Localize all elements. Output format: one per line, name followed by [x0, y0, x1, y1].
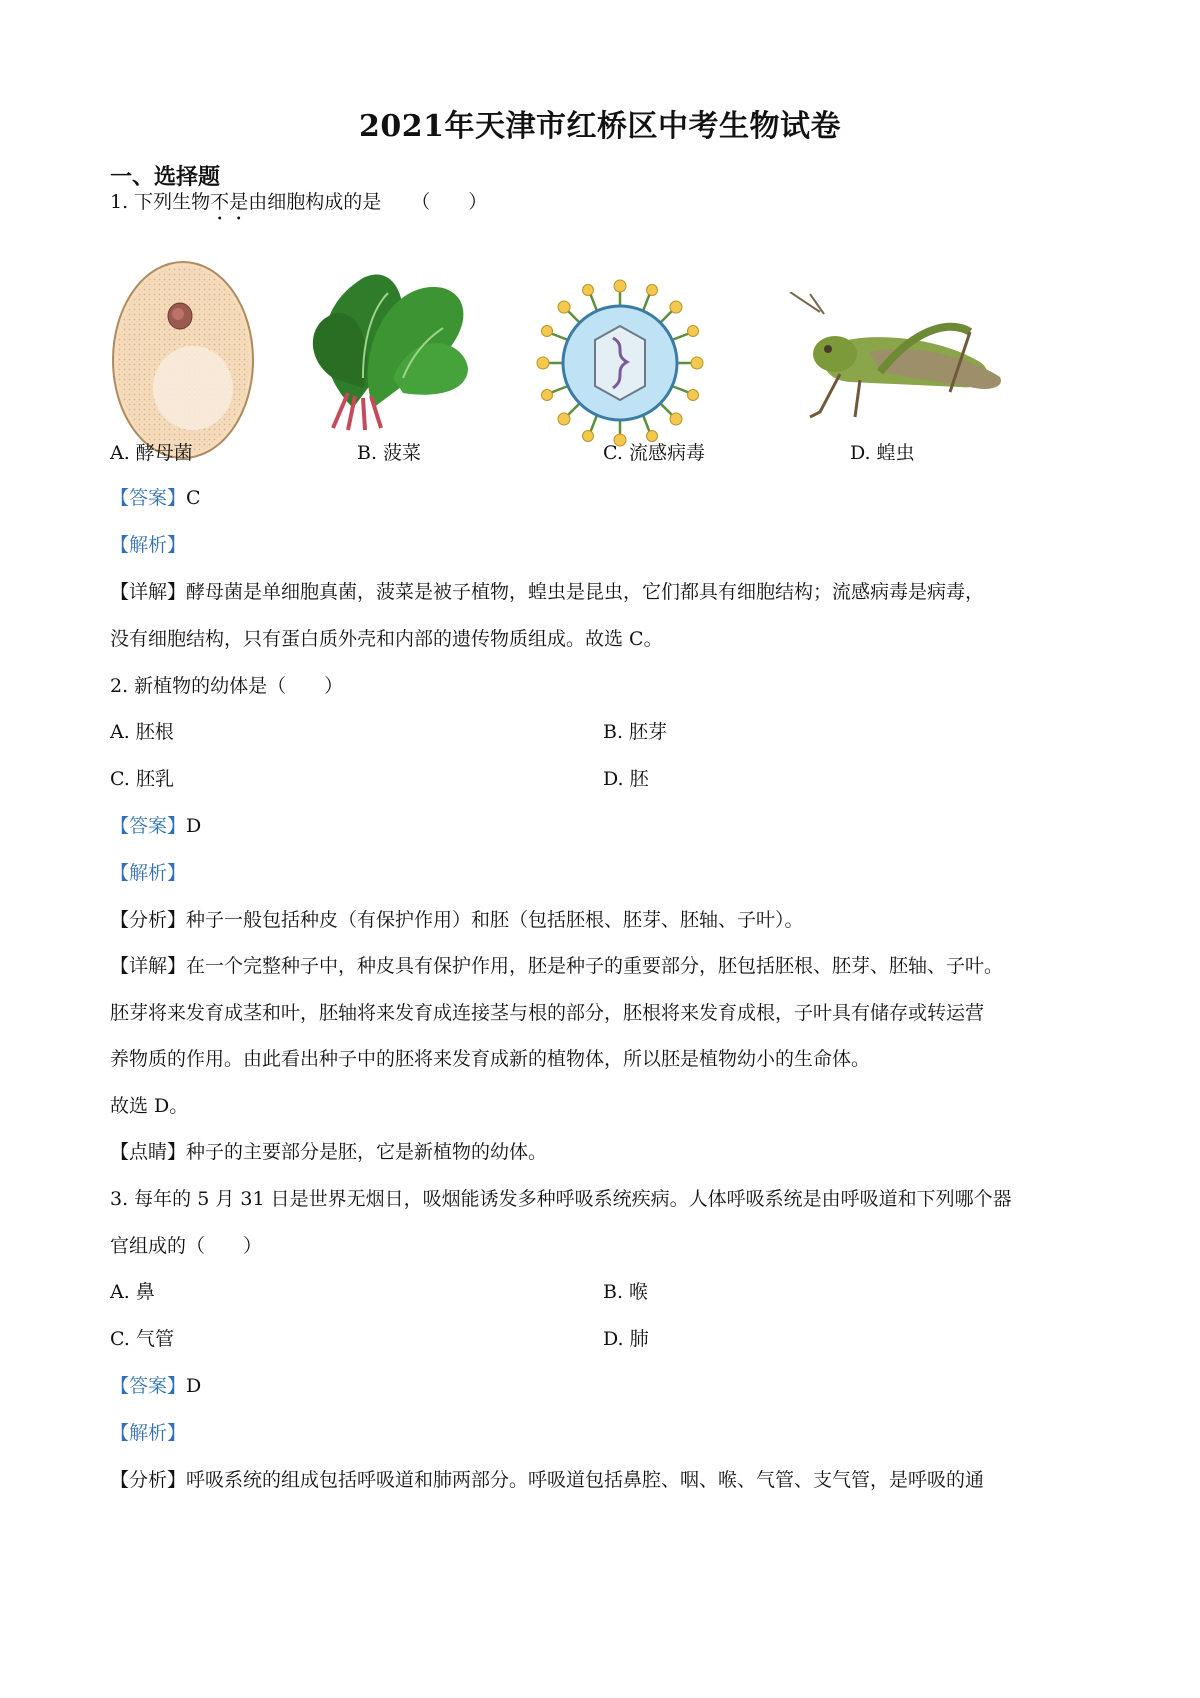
q1-detail-line-1: 【详解】酵母菌是单细胞真菌，菠菜是被子植物，蝗虫是昆虫，它们都具有细胞结构；流感病毒是病毒，: [110, 581, 985, 603]
q1-paren: （ ）: [411, 191, 488, 213]
q1-analysis-tag: 【解析】: [110, 534, 187, 556]
q2-option-b: B. 胚芽: [603, 721, 668, 743]
grasshopper-image: [780, 292, 1010, 436]
q1-stem: [110, 193, 487, 212]
q1-stem-post: 由细胞构成的是: [248, 191, 382, 213]
q3-option-a: A. 鼻: [110, 1281, 155, 1303]
q3-option-d: D. 肺: [603, 1328, 649, 1350]
q2-option-c: C. 胚乳: [110, 768, 174, 790]
q3-fenxi: 【分析】呼吸系统的组成包括呼吸道和肺两部分。呼吸道包括鼻腔、咽、喉、气管、支气管，是呼吸的通: [110, 1469, 985, 1491]
q1-option-d: D. 蝗虫: [850, 442, 915, 464]
q3-stem-line-2: 官组成的（ ）: [110, 1235, 263, 1257]
q3-answer: 【答案】D: [110, 1375, 202, 1397]
q2-answer: 【答案】D: [110, 815, 202, 837]
answer-value: C: [186, 487, 201, 509]
page-title: 2021年天津市红桥区中考生物试卷: [359, 109, 841, 144]
q1-detail-line-2: 没有细胞结构，只有蛋白质外壳和内部的遗传物质组成。故选 C。: [110, 628, 663, 650]
yeast-cell-image: [108, 258, 258, 467]
spinach-image: [293, 258, 483, 437]
q2-detail-line-2: 胚芽将来发育成茎和叶，胚轴将来发育成连接茎与根的部分，胚根将来发育成根，子叶具有储存或转运营: [110, 1002, 985, 1024]
q2-dianjing: 【点睛】种子的主要部分是胚，它是新植物的幼体。: [110, 1141, 548, 1163]
q3-option-c: C. 气管: [110, 1328, 174, 1350]
q2-option-d: D. 胚: [603, 768, 649, 790]
q1-option-c: C. 流感病毒: [603, 442, 705, 464]
q2-detail-line-1: 【详解】在一个完整种子中，种皮具有保护作用，胚是种子的重要部分，胚包括胚根、胚芽、胚轴、子叶。: [110, 955, 1004, 977]
answer-tag: 【答案】: [110, 487, 187, 509]
q2-analysis-tag: 【解析】: [110, 862, 187, 884]
q1-option-a: A. 酵母菌: [110, 442, 193, 464]
q1-option-b: B. 菠菜: [357, 442, 422, 464]
q2-option-a: A. 胚根: [110, 721, 174, 743]
section-heading: 一、选择题: [110, 164, 221, 190]
q3-analysis-tag: 【解析】: [110, 1422, 187, 1444]
q2-fenxi: 【分析】种子一般包括种皮（有保护作用）和胚（包括胚根、胚芽、胚轴、子叶）。: [110, 909, 804, 931]
q2-detail-line-3: 养物质的作用。由此看出种子中的胚将来发育成新的植物体，所以胚是植物幼小的生命体。: [110, 1048, 871, 1070]
q1-stem-pre: 1. 下列生物: [110, 191, 211, 213]
q3-option-b: B. 喉: [603, 1281, 649, 1303]
q1-emphasis-1: 不: [210, 191, 230, 213]
q1-emphasis-2: 是: [229, 191, 249, 213]
q3-stem-line-1: 3. 每年的 5 月 31 日是世界无烟日，吸烟能诱发多种呼吸系统疾病。人体呼吸系统是由呼吸道和下列哪个器: [110, 1188, 1012, 1210]
q2-stem: 2. 新植物的幼体是（ ）: [110, 675, 344, 697]
influenza-virus-image: [535, 278, 705, 452]
q2-detail-line-4: 故选 D。: [110, 1095, 189, 1117]
q1-answer: [110, 489, 201, 508]
